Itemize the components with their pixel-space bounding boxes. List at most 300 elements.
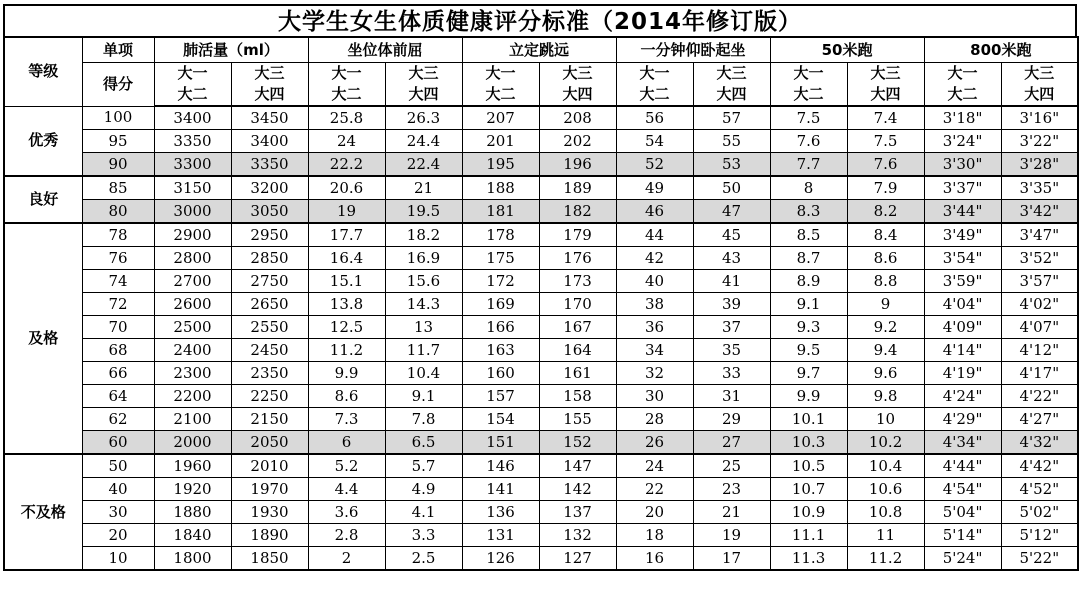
score-table: [3, 36, 1079, 571]
value-cell: 146: [462, 454, 539, 478]
value-cell: 7.4: [847, 106, 924, 130]
value-cell: 19.5: [385, 200, 462, 224]
value-cell: 33: [693, 362, 770, 385]
value-cell: 169: [462, 293, 539, 316]
year-header-junior: 大三: [847, 63, 924, 85]
value-cell: 1960: [154, 454, 231, 478]
table-title: 大学生女生体质健康评分标准（2014年修订版）: [3, 4, 1077, 36]
value-cell: 202: [539, 130, 616, 153]
value-cell: 25.8: [308, 106, 385, 130]
value-cell: 9.9: [770, 385, 847, 408]
value-cell: 35: [693, 339, 770, 362]
event-header-standing-long-jump: 立定跳远: [462, 37, 616, 63]
value-cell: 2650: [231, 293, 308, 316]
value-cell: 2600: [154, 293, 231, 316]
value-cell: 8.9: [770, 270, 847, 293]
value-cell: 3'24": [924, 130, 1001, 153]
value-cell: 7.9: [847, 176, 924, 200]
year-header-senior: 大四: [385, 84, 462, 106]
value-cell: 8.4: [847, 223, 924, 247]
value-cell: 13.8: [308, 293, 385, 316]
table-row: [4, 106, 1078, 130]
event-header-sit-and-reach: 坐位体前屈: [308, 37, 462, 63]
value-cell: 141: [462, 478, 539, 501]
value-cell: 207: [462, 106, 539, 130]
value-cell: 18: [616, 524, 693, 547]
value-cell: 11.3: [770, 547, 847, 571]
value-cell: 3050: [231, 200, 308, 224]
value-cell: 50: [693, 176, 770, 200]
year-header-senior: 大四: [847, 84, 924, 106]
value-cell: 9.2: [847, 316, 924, 339]
year-header-freshman: 大一: [616, 63, 693, 85]
year-header-freshman: 大一: [462, 63, 539, 85]
value-cell: 5'14": [924, 524, 1001, 547]
score-cell: 90: [82, 153, 154, 177]
value-cell: 9.8: [847, 385, 924, 408]
event-header-vital-capacity: 肺活量（ml）: [154, 37, 308, 63]
value-cell: 56: [616, 106, 693, 130]
table-row: [4, 176, 1078, 200]
value-cell: 2050: [231, 431, 308, 455]
table-row: [4, 362, 1078, 385]
value-cell: 2700: [154, 270, 231, 293]
table-row: [4, 547, 1078, 571]
value-cell: 2100: [154, 408, 231, 431]
value-cell: 3.3: [385, 524, 462, 547]
value-cell: 4'17": [1001, 362, 1078, 385]
value-cell: 3200: [231, 176, 308, 200]
value-cell: 136: [462, 501, 539, 524]
value-cell: 24.4: [385, 130, 462, 153]
value-cell: 52: [616, 153, 693, 177]
value-cell: 4'07": [1001, 316, 1078, 339]
value-cell: 2010: [231, 454, 308, 478]
value-cell: 1880: [154, 501, 231, 524]
value-cell: 196: [539, 153, 616, 177]
value-cell: 17.7: [308, 223, 385, 247]
value-cell: 9.9: [308, 362, 385, 385]
value-cell: 5.2: [308, 454, 385, 478]
grade-cell: 良好: [4, 176, 82, 223]
value-cell: 3'42": [1001, 200, 1078, 224]
year-header-sophomore: 大二: [924, 84, 1001, 106]
value-cell: 4'14": [924, 339, 1001, 362]
year-header-junior: 大三: [231, 63, 308, 85]
value-cell: 10.9: [770, 501, 847, 524]
value-cell: 181: [462, 200, 539, 224]
value-cell: 8: [770, 176, 847, 200]
value-cell: 3'59": [924, 270, 1001, 293]
value-cell: 170: [539, 293, 616, 316]
value-cell: 9.7: [770, 362, 847, 385]
value-cell: 10.7: [770, 478, 847, 501]
value-cell: 4'29": [924, 408, 1001, 431]
year-header-senior: 大四: [231, 84, 308, 106]
value-cell: 8.8: [847, 270, 924, 293]
table-row: [4, 408, 1078, 431]
year-header-junior: 大三: [385, 63, 462, 85]
value-cell: 39: [693, 293, 770, 316]
value-cell: 11.7: [385, 339, 462, 362]
value-cell: 24: [616, 454, 693, 478]
score-cell: 20: [82, 524, 154, 547]
year-header-freshman: 大一: [770, 63, 847, 85]
value-cell: 189: [539, 176, 616, 200]
value-cell: 5'22": [1001, 547, 1078, 571]
value-cell: 3'54": [924, 247, 1001, 270]
value-cell: 20: [616, 501, 693, 524]
value-cell: 2350: [231, 362, 308, 385]
value-cell: 3450: [231, 106, 308, 130]
value-cell: 10.6: [847, 478, 924, 501]
value-cell: 19: [693, 524, 770, 547]
year-header-sophomore: 大二: [616, 84, 693, 106]
value-cell: 3000: [154, 200, 231, 224]
value-cell: 10.1: [770, 408, 847, 431]
value-cell: 45: [693, 223, 770, 247]
value-cell: 8.2: [847, 200, 924, 224]
value-cell: 23: [693, 478, 770, 501]
value-cell: 11.1: [770, 524, 847, 547]
value-cell: 21: [693, 501, 770, 524]
value-cell: 157: [462, 385, 539, 408]
value-cell: 167: [539, 316, 616, 339]
score-cell: 50: [82, 454, 154, 478]
value-cell: 8.6: [308, 385, 385, 408]
value-cell: 195: [462, 153, 539, 177]
value-cell: 10.4: [847, 454, 924, 478]
value-cell: 40: [616, 270, 693, 293]
score-cell: 78: [82, 223, 154, 247]
grade-header: 等级: [4, 37, 82, 106]
value-cell: 54: [616, 130, 693, 153]
table-body: [4, 106, 1078, 570]
value-cell: 4'52": [1001, 478, 1078, 501]
header-row-year-top: [4, 63, 1078, 85]
value-cell: 4'09": [924, 316, 1001, 339]
value-cell: 11: [847, 524, 924, 547]
value-cell: 2400: [154, 339, 231, 362]
value-cell: 31: [693, 385, 770, 408]
score-cell: 10: [82, 547, 154, 571]
value-cell: 1850: [231, 547, 308, 571]
score-cell: 64: [82, 385, 154, 408]
year-header-senior: 大四: [539, 84, 616, 106]
score-cell: 62: [82, 408, 154, 431]
value-cell: 5'24": [924, 547, 1001, 571]
year-header-sophomore: 大二: [308, 84, 385, 106]
value-cell: 4'24": [924, 385, 1001, 408]
table-row: [4, 524, 1078, 547]
table-row: [4, 501, 1078, 524]
year-header-freshman: 大一: [308, 63, 385, 85]
value-cell: 4'02": [1001, 293, 1078, 316]
value-cell: 55: [693, 130, 770, 153]
value-cell: 27: [693, 431, 770, 455]
year-header-freshman: 大一: [924, 63, 1001, 85]
value-cell: 7.5: [847, 130, 924, 153]
value-cell: 3400: [154, 106, 231, 130]
value-cell: 4'22": [1001, 385, 1078, 408]
table-header: [4, 37, 1078, 106]
value-cell: 5'04": [924, 501, 1001, 524]
value-cell: 5'12": [1001, 524, 1078, 547]
value-cell: 3'57": [1001, 270, 1078, 293]
value-cell: 24: [308, 130, 385, 153]
value-cell: 47: [693, 200, 770, 224]
value-cell: 10.2: [847, 431, 924, 455]
value-cell: 2900: [154, 223, 231, 247]
value-cell: 6.5: [385, 431, 462, 455]
table-row: [4, 247, 1078, 270]
year-header-senior: 大四: [1001, 84, 1078, 106]
score-header-line1: 单项: [82, 37, 154, 63]
year-header-junior: 大三: [693, 63, 770, 85]
score-cell: 76: [82, 247, 154, 270]
value-cell: 22: [616, 478, 693, 501]
value-cell: 2000: [154, 431, 231, 455]
value-cell: 16.9: [385, 247, 462, 270]
score-cell: 72: [82, 293, 154, 316]
score-cell: 40: [82, 478, 154, 501]
value-cell: 2950: [231, 223, 308, 247]
value-cell: 173: [539, 270, 616, 293]
value-cell: 53: [693, 153, 770, 177]
value-cell: 160: [462, 362, 539, 385]
value-cell: 30: [616, 385, 693, 408]
value-cell: 2450: [231, 339, 308, 362]
value-cell: 178: [462, 223, 539, 247]
value-cell: 1930: [231, 501, 308, 524]
value-cell: 182: [539, 200, 616, 224]
value-cell: 2800: [154, 247, 231, 270]
value-cell: 3'18": [924, 106, 1001, 130]
value-cell: 3'30": [924, 153, 1001, 177]
value-cell: 34: [616, 339, 693, 362]
value-cell: 127: [539, 547, 616, 571]
table-row: [4, 454, 1078, 478]
year-header-sophomore: 大二: [462, 84, 539, 106]
year-header-senior: 大四: [693, 84, 770, 106]
table-row: [4, 385, 1078, 408]
value-cell: 3'47": [1001, 223, 1078, 247]
value-cell: 15.6: [385, 270, 462, 293]
value-cell: 2.5: [385, 547, 462, 571]
value-cell: 152: [539, 431, 616, 455]
value-cell: 2850: [231, 247, 308, 270]
value-cell: 25: [693, 454, 770, 478]
value-cell: 208: [539, 106, 616, 130]
value-cell: 22.2: [308, 153, 385, 177]
value-cell: 5'02": [1001, 501, 1078, 524]
score-cell: 85: [82, 176, 154, 200]
value-cell: 32: [616, 362, 693, 385]
table-row: [4, 270, 1078, 293]
value-cell: 26: [616, 431, 693, 455]
value-cell: 8.3: [770, 200, 847, 224]
value-cell: 44: [616, 223, 693, 247]
value-cell: 3350: [154, 130, 231, 153]
event-header-800m-run: 800米跑: [924, 37, 1078, 63]
value-cell: 164: [539, 339, 616, 362]
grade-cell: 不及格: [4, 454, 82, 570]
value-cell: 3'44": [924, 200, 1001, 224]
score-cell: 60: [82, 431, 154, 455]
value-cell: 142: [539, 478, 616, 501]
value-cell: 9: [847, 293, 924, 316]
value-cell: 26.3: [385, 106, 462, 130]
value-cell: 2750: [231, 270, 308, 293]
year-header-sophomore: 大二: [770, 84, 847, 106]
value-cell: 19: [308, 200, 385, 224]
value-cell: 8.5: [770, 223, 847, 247]
score-cell: 80: [82, 200, 154, 224]
value-cell: 21: [385, 176, 462, 200]
value-cell: 131: [462, 524, 539, 547]
value-cell: 176: [539, 247, 616, 270]
value-cell: 3300: [154, 153, 231, 177]
value-cell: 7.8: [385, 408, 462, 431]
value-cell: 172: [462, 270, 539, 293]
year-header-sophomore: 大二: [154, 84, 231, 106]
value-cell: 147: [539, 454, 616, 478]
value-cell: 46: [616, 200, 693, 224]
value-cell: 57: [693, 106, 770, 130]
score-header-line2: 得分: [82, 63, 154, 107]
value-cell: 9.5: [770, 339, 847, 362]
value-cell: 37: [693, 316, 770, 339]
value-cell: 3'35": [1001, 176, 1078, 200]
value-cell: 9.1: [385, 385, 462, 408]
value-cell: 41: [693, 270, 770, 293]
value-cell: 175: [462, 247, 539, 270]
value-cell: 12.5: [308, 316, 385, 339]
value-cell: 3350: [231, 153, 308, 177]
value-cell: 4.4: [308, 478, 385, 501]
value-cell: 22.4: [385, 153, 462, 177]
value-cell: 132: [539, 524, 616, 547]
value-cell: 155: [539, 408, 616, 431]
value-cell: 20.6: [308, 176, 385, 200]
score-cell: 74: [82, 270, 154, 293]
value-cell: 2300: [154, 362, 231, 385]
grade-cell: 优秀: [4, 106, 82, 176]
value-cell: 3.6: [308, 501, 385, 524]
score-cell: 66: [82, 362, 154, 385]
value-cell: 29: [693, 408, 770, 431]
value-cell: 163: [462, 339, 539, 362]
value-cell: 4'32": [1001, 431, 1078, 455]
value-cell: 38: [616, 293, 693, 316]
value-cell: 1920: [154, 478, 231, 501]
value-cell: 14.3: [385, 293, 462, 316]
event-header-sit-ups: 一分钟仰卧起坐: [616, 37, 770, 63]
value-cell: 4'34": [924, 431, 1001, 455]
value-cell: 2250: [231, 385, 308, 408]
table-row: [4, 293, 1078, 316]
value-cell: 3'49": [924, 223, 1001, 247]
value-cell: 2150: [231, 408, 308, 431]
value-cell: 179: [539, 223, 616, 247]
value-cell: 9.4: [847, 339, 924, 362]
value-cell: 201: [462, 130, 539, 153]
value-cell: 1840: [154, 524, 231, 547]
value-cell: 8.6: [847, 247, 924, 270]
value-cell: 43: [693, 247, 770, 270]
value-cell: 10: [847, 408, 924, 431]
value-cell: 3400: [231, 130, 308, 153]
value-cell: 3'52": [1001, 247, 1078, 270]
value-cell: 4.9: [385, 478, 462, 501]
table-row: [4, 153, 1078, 177]
value-cell: 2200: [154, 385, 231, 408]
value-cell: 166: [462, 316, 539, 339]
value-cell: 7.3: [308, 408, 385, 431]
header-row-events: [4, 37, 1078, 63]
value-cell: 11.2: [308, 339, 385, 362]
value-cell: 4'44": [924, 454, 1001, 478]
table-row: [4, 130, 1078, 153]
value-cell: 17: [693, 547, 770, 571]
table-row: [4, 478, 1078, 501]
table-row: [4, 200, 1078, 224]
value-cell: 3'16": [1001, 106, 1078, 130]
value-cell: 42: [616, 247, 693, 270]
value-cell: 2: [308, 547, 385, 571]
value-cell: 16.4: [308, 247, 385, 270]
value-cell: 4'27": [1001, 408, 1078, 431]
value-cell: 3'37": [924, 176, 1001, 200]
table-row: [4, 339, 1078, 362]
value-cell: 16: [616, 547, 693, 571]
value-cell: 49: [616, 176, 693, 200]
value-cell: 1890: [231, 524, 308, 547]
year-header-junior: 大三: [539, 63, 616, 85]
value-cell: 4'54": [924, 478, 1001, 501]
event-header-50m-run: 50米跑: [770, 37, 924, 63]
value-cell: 5.7: [385, 454, 462, 478]
value-cell: 4.1: [385, 501, 462, 524]
value-cell: 4'12": [1001, 339, 1078, 362]
value-cell: 10.5: [770, 454, 847, 478]
value-cell: 8.7: [770, 247, 847, 270]
value-cell: 4'42": [1001, 454, 1078, 478]
value-cell: 18.2: [385, 223, 462, 247]
score-cell: 30: [82, 501, 154, 524]
value-cell: 151: [462, 431, 539, 455]
value-cell: 4'19": [924, 362, 1001, 385]
value-cell: 137: [539, 501, 616, 524]
value-cell: 1800: [154, 547, 231, 571]
score-cell: 68: [82, 339, 154, 362]
value-cell: 7.6: [770, 130, 847, 153]
grade-cell: 及格: [4, 223, 82, 454]
value-cell: 9.6: [847, 362, 924, 385]
value-cell: 13: [385, 316, 462, 339]
table-row: [4, 223, 1078, 247]
value-cell: 4'04": [924, 293, 1001, 316]
value-cell: 15.1: [308, 270, 385, 293]
value-cell: 9.1: [770, 293, 847, 316]
score-cell: 70: [82, 316, 154, 339]
value-cell: 6: [308, 431, 385, 455]
value-cell: 3150: [154, 176, 231, 200]
value-cell: 126: [462, 547, 539, 571]
value-cell: 158: [539, 385, 616, 408]
value-cell: 7.7: [770, 153, 847, 177]
value-cell: 3'22": [1001, 130, 1078, 153]
